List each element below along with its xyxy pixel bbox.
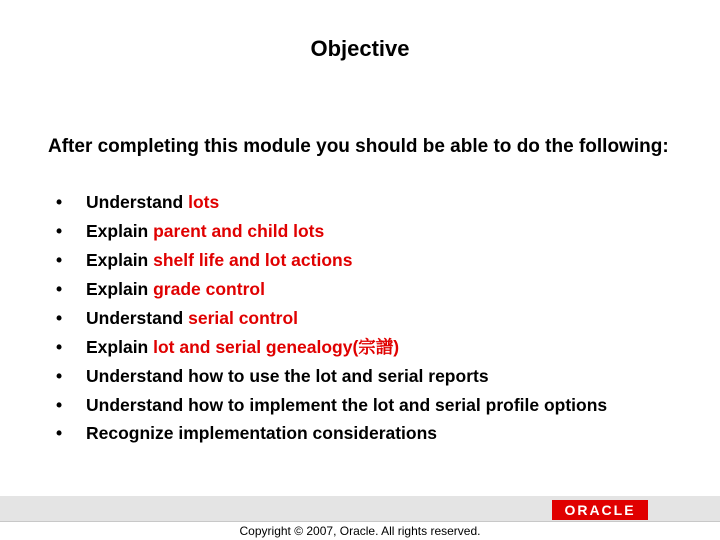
oracle-logo xyxy=(552,500,648,520)
bullet-plain: Understand xyxy=(86,192,189,212)
list-item xyxy=(56,421,666,445)
list-item xyxy=(56,364,666,388)
bullet-icon: • xyxy=(56,221,63,241)
list-item xyxy=(56,248,666,272)
bullet-plain: Explain xyxy=(86,279,154,299)
bullet-highlight: lot and serial genealogy(宗譜) xyxy=(153,337,400,357)
bullet-text xyxy=(86,190,666,214)
bullet-text xyxy=(86,277,666,301)
list-item xyxy=(56,190,666,214)
list-item xyxy=(56,219,666,243)
bullet-icon: • xyxy=(56,250,63,270)
bullet-icon: • xyxy=(56,192,63,212)
footer-divider xyxy=(0,521,720,522)
bullet-text xyxy=(86,219,666,243)
list-item xyxy=(56,393,666,417)
bullet-text xyxy=(86,421,666,445)
list-item xyxy=(56,277,666,301)
bullet-plain: Understand xyxy=(86,308,189,328)
bullet-icon: • xyxy=(56,337,63,357)
slide-title: Objective xyxy=(310,36,410,61)
bullet-text xyxy=(86,306,666,330)
bullet-text xyxy=(86,248,666,272)
logo-text: ORACLE xyxy=(564,502,636,518)
copyright-text: Copyright © 2007, Oracle. All rights reserved. xyxy=(239,524,481,538)
bullet-text xyxy=(86,335,666,359)
bullet-icon: • xyxy=(56,423,63,443)
bullet-icon: • xyxy=(56,395,63,415)
bullet-icon: • xyxy=(56,279,63,299)
bullet-text xyxy=(86,364,666,388)
intro-text: After completing this module you should be able to do the following: xyxy=(48,136,669,157)
bullet-highlight: parent and child lots xyxy=(153,221,325,241)
bullet-icon: • xyxy=(56,308,63,328)
bullet-plain: Explain xyxy=(86,221,154,241)
bullet-highlight: lots xyxy=(188,192,220,212)
bullet-icon: • xyxy=(56,366,63,386)
bullet-highlight: shelf life and lot actions xyxy=(153,250,353,270)
objective-list xyxy=(56,190,666,450)
bullet-highlight: serial control xyxy=(188,308,299,328)
bullet-plain: Understand how to implement the lot and serial profile options xyxy=(86,395,608,415)
bullet-plain: Recognize implementation considerations xyxy=(86,423,438,443)
list-item xyxy=(56,335,666,359)
bullet-plain: Understand how to use the lot and serial reports xyxy=(86,366,489,386)
bullet-text xyxy=(86,393,666,417)
bullet-highlight: grade control xyxy=(153,279,265,299)
bullet-plain: Explain xyxy=(86,250,154,270)
list-item xyxy=(56,306,666,330)
bullet-plain: Explain xyxy=(86,337,154,357)
